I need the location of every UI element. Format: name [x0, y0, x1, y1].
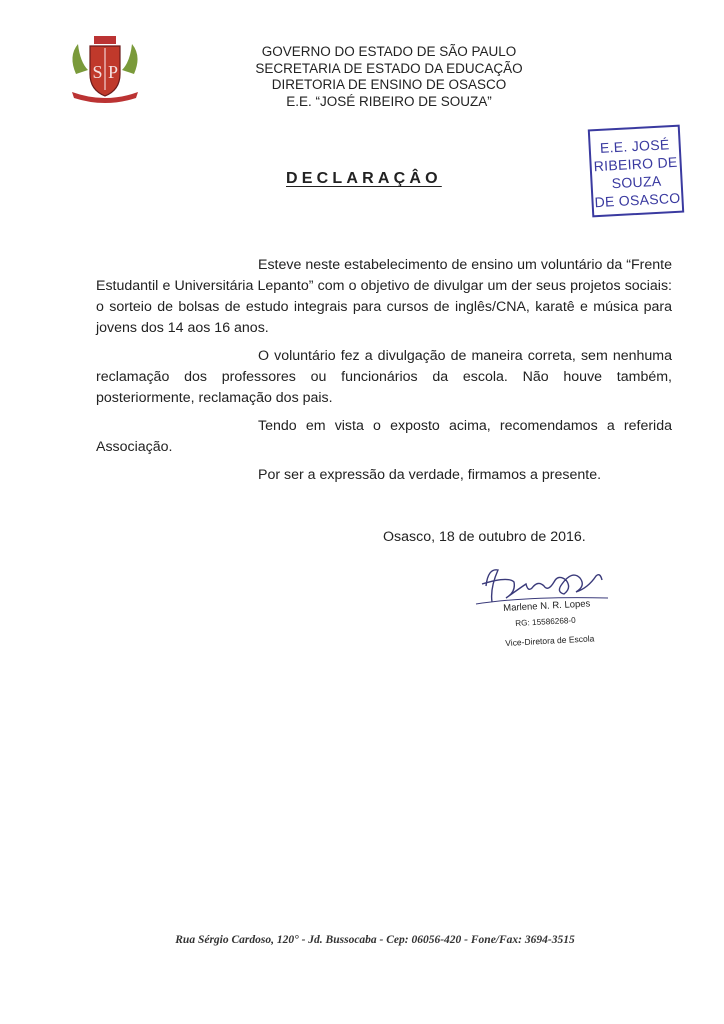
stamp-line: SOUZA	[611, 172, 662, 192]
header-line: SECRETARIA DE ESTADO DA EDUCAÇÃO	[255, 60, 523, 76]
stamp-line: E.E. JOSÉ	[599, 136, 670, 156]
signatory-name: Marlene N. R. Lopes	[503, 598, 591, 614]
sao-paulo-crest-icon	[66, 34, 144, 106]
declaration-body	[96, 255, 672, 493]
body-paragraph: Por ser a expressão da verdade, firmamos a presente.	[258, 467, 602, 483]
header-line: DIRETORIA DE ENSINO DE OSASCO	[271, 77, 507, 92]
institution-header	[230, 44, 548, 110]
date-line: Osasco, 18 de outubro de 2016.	[383, 529, 586, 545]
school-stamp	[588, 125, 684, 218]
body-paragraph: Esteve neste estabelecimento de ensino um voluntário da “Frente Estudantil e Universitária Lepanto” com o objetivo de divulgar um der seus projetos sociais: o sorteio de bolsas de estudo integrais para cursos de inglês/CNA, karatê e música para jovens dos 14 aos 16 anos.	[96, 257, 672, 336]
body-paragraph: O voluntário fez a divulgação de maneira correta, sem nenhuma reclamação dos professores ou funcionários da escola. Não houve também, posteriormente, reclamação dos pais.	[96, 348, 672, 406]
signatory-rg: RG: 15586268-0	[515, 615, 576, 628]
header-line: E.E. “JOSÉ RIBEIRO DE SOUZA”	[286, 93, 492, 109]
address-footer: Rua Sérgio Cardoso, 120° - Jd. Bussocaba - Cep: 06056-420 - Fone/Fax: 3694-3515	[175, 934, 575, 946]
stamp-line: DE OSASCO	[594, 189, 681, 211]
document-title: DECLARAÇÂO	[286, 170, 442, 187]
stamp-line: RIBEIRO DE	[593, 153, 678, 175]
body-paragraph: Tendo em vista o exposto acima, recomendamos a referida Associação.	[96, 418, 672, 455]
svg-text:S: S	[92, 62, 103, 82]
signatory-role: Vice-Diretora de Escola	[505, 633, 595, 648]
header-line: GOVERNO DO ESTADO DE SÃO PAULO	[261, 44, 517, 59]
svg-text:P: P	[107, 62, 119, 82]
